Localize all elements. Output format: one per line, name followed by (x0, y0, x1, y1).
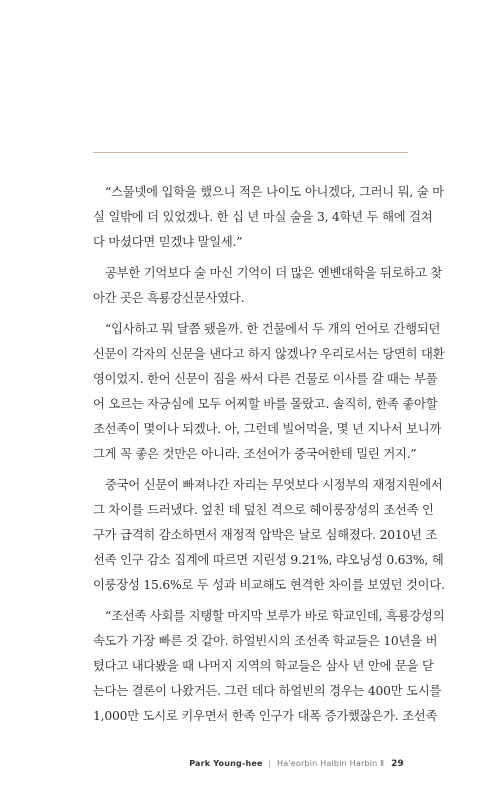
text-line: 조선족이 몇이나 되겠나. 아, 그런데 빌어먹을, 몇 년 지나서 보니까 (93, 422, 442, 436)
text-line: 텼다고 내다봤을 때 나머지 지역의 학교들은 삼사 년 안에 문을 닫 (93, 659, 434, 673)
header-divider (93, 152, 408, 153)
text-line: 공부한 기억보다 술 마신 기억이 더 많은 옌볜대학을 뒤로하고 찾 (105, 266, 443, 280)
text-line: “조선족 사회를 지탱할 마지막 보루가 바로 학교인데, 흑룡강성의 (105, 609, 445, 623)
text-line: 아간 곳은 흑룡강신문사였다. (93, 291, 245, 305)
text-line: 선족 인구 감소 집계에 따르면 지린성 9.21%, 랴오닝성 0.63%, 헤 (93, 553, 444, 567)
paragraph (93, 604, 445, 729)
page-footer (189, 759, 404, 769)
footer-separator: | (268, 759, 272, 768)
text-line: 구가 급격히 감소하면서 재정적 압박은 날로 심해졌다. 2010년 조 (93, 528, 438, 542)
text-line: 는다는 결론이 나왔거든. 그런 데다 하얼빈의 경우는 400만 도시를 (93, 684, 442, 698)
text-line: 그 차이를 드러냈다. 엎친 데 덮친 격으로 헤이룽장성의 조선족 인 (93, 503, 434, 517)
text-line: 어 오르는 자긍심에 모두 어찌할 바를 몰랐고. 솔직히, 한족 좋아할 (93, 397, 438, 411)
text-line: 속도가 가장 빠른 것 같아. 하얼빈시의 조선족 학교들은 10년을 버 (93, 634, 438, 648)
paragraph (93, 317, 445, 467)
paragraph (93, 180, 444, 255)
text-line: “스물넷에 입학을 했으니 적은 나이도 아니겠다, 그러니 뭐, 술 마 (105, 185, 444, 199)
body-text (93, 180, 445, 729)
footer-book-title: Ha'eorbin Halbin Harbin (277, 759, 378, 768)
paragraph (93, 473, 445, 598)
text-line: 이룽장성 15.6%로 두 성과 비교해도 현격한 차이를 보였던 것이다. (93, 578, 445, 592)
text-line: 실 일밖에 더 있었겠나. 한 십 년 마실 술을 3, 4학년 두 해에 걸쳐 (93, 210, 433, 224)
text-line: 1,000만 도시로 키우면서 한족 인구가 대폭 증가했잖은가. 조선족 (93, 709, 438, 723)
text-line: 다 마셨다면 믿겠냐 말일세.” (93, 235, 243, 249)
paragraph (93, 261, 443, 311)
text-line: “입사하고 뭐 달쯤 됐을까. 한 건물에서 두 개의 언어로 간행되던 (105, 322, 441, 336)
page-number: 29 (391, 759, 404, 769)
footer-author: Park Young-hee (189, 759, 263, 768)
text-line: 그게 꼭 좋은 것만은 아니라. 조선어가 중국어한테 밀린 거지.” (93, 447, 417, 461)
text-line: 영이었지. 한어 신문이 짐을 싸서 다른 건물로 이사를 갈 때는 부풀 (93, 372, 438, 386)
text-line: 신문이 각자의 신문을 낸다고 하지 않겠나? 우리로서는 당연히 대환 (93, 347, 445, 361)
footer-page-mark: Ⅱ (380, 759, 385, 768)
text-line: 중국어 신문이 빠져나간 자리는 무엇보다 시정부의 재정지원에서 (105, 478, 443, 492)
